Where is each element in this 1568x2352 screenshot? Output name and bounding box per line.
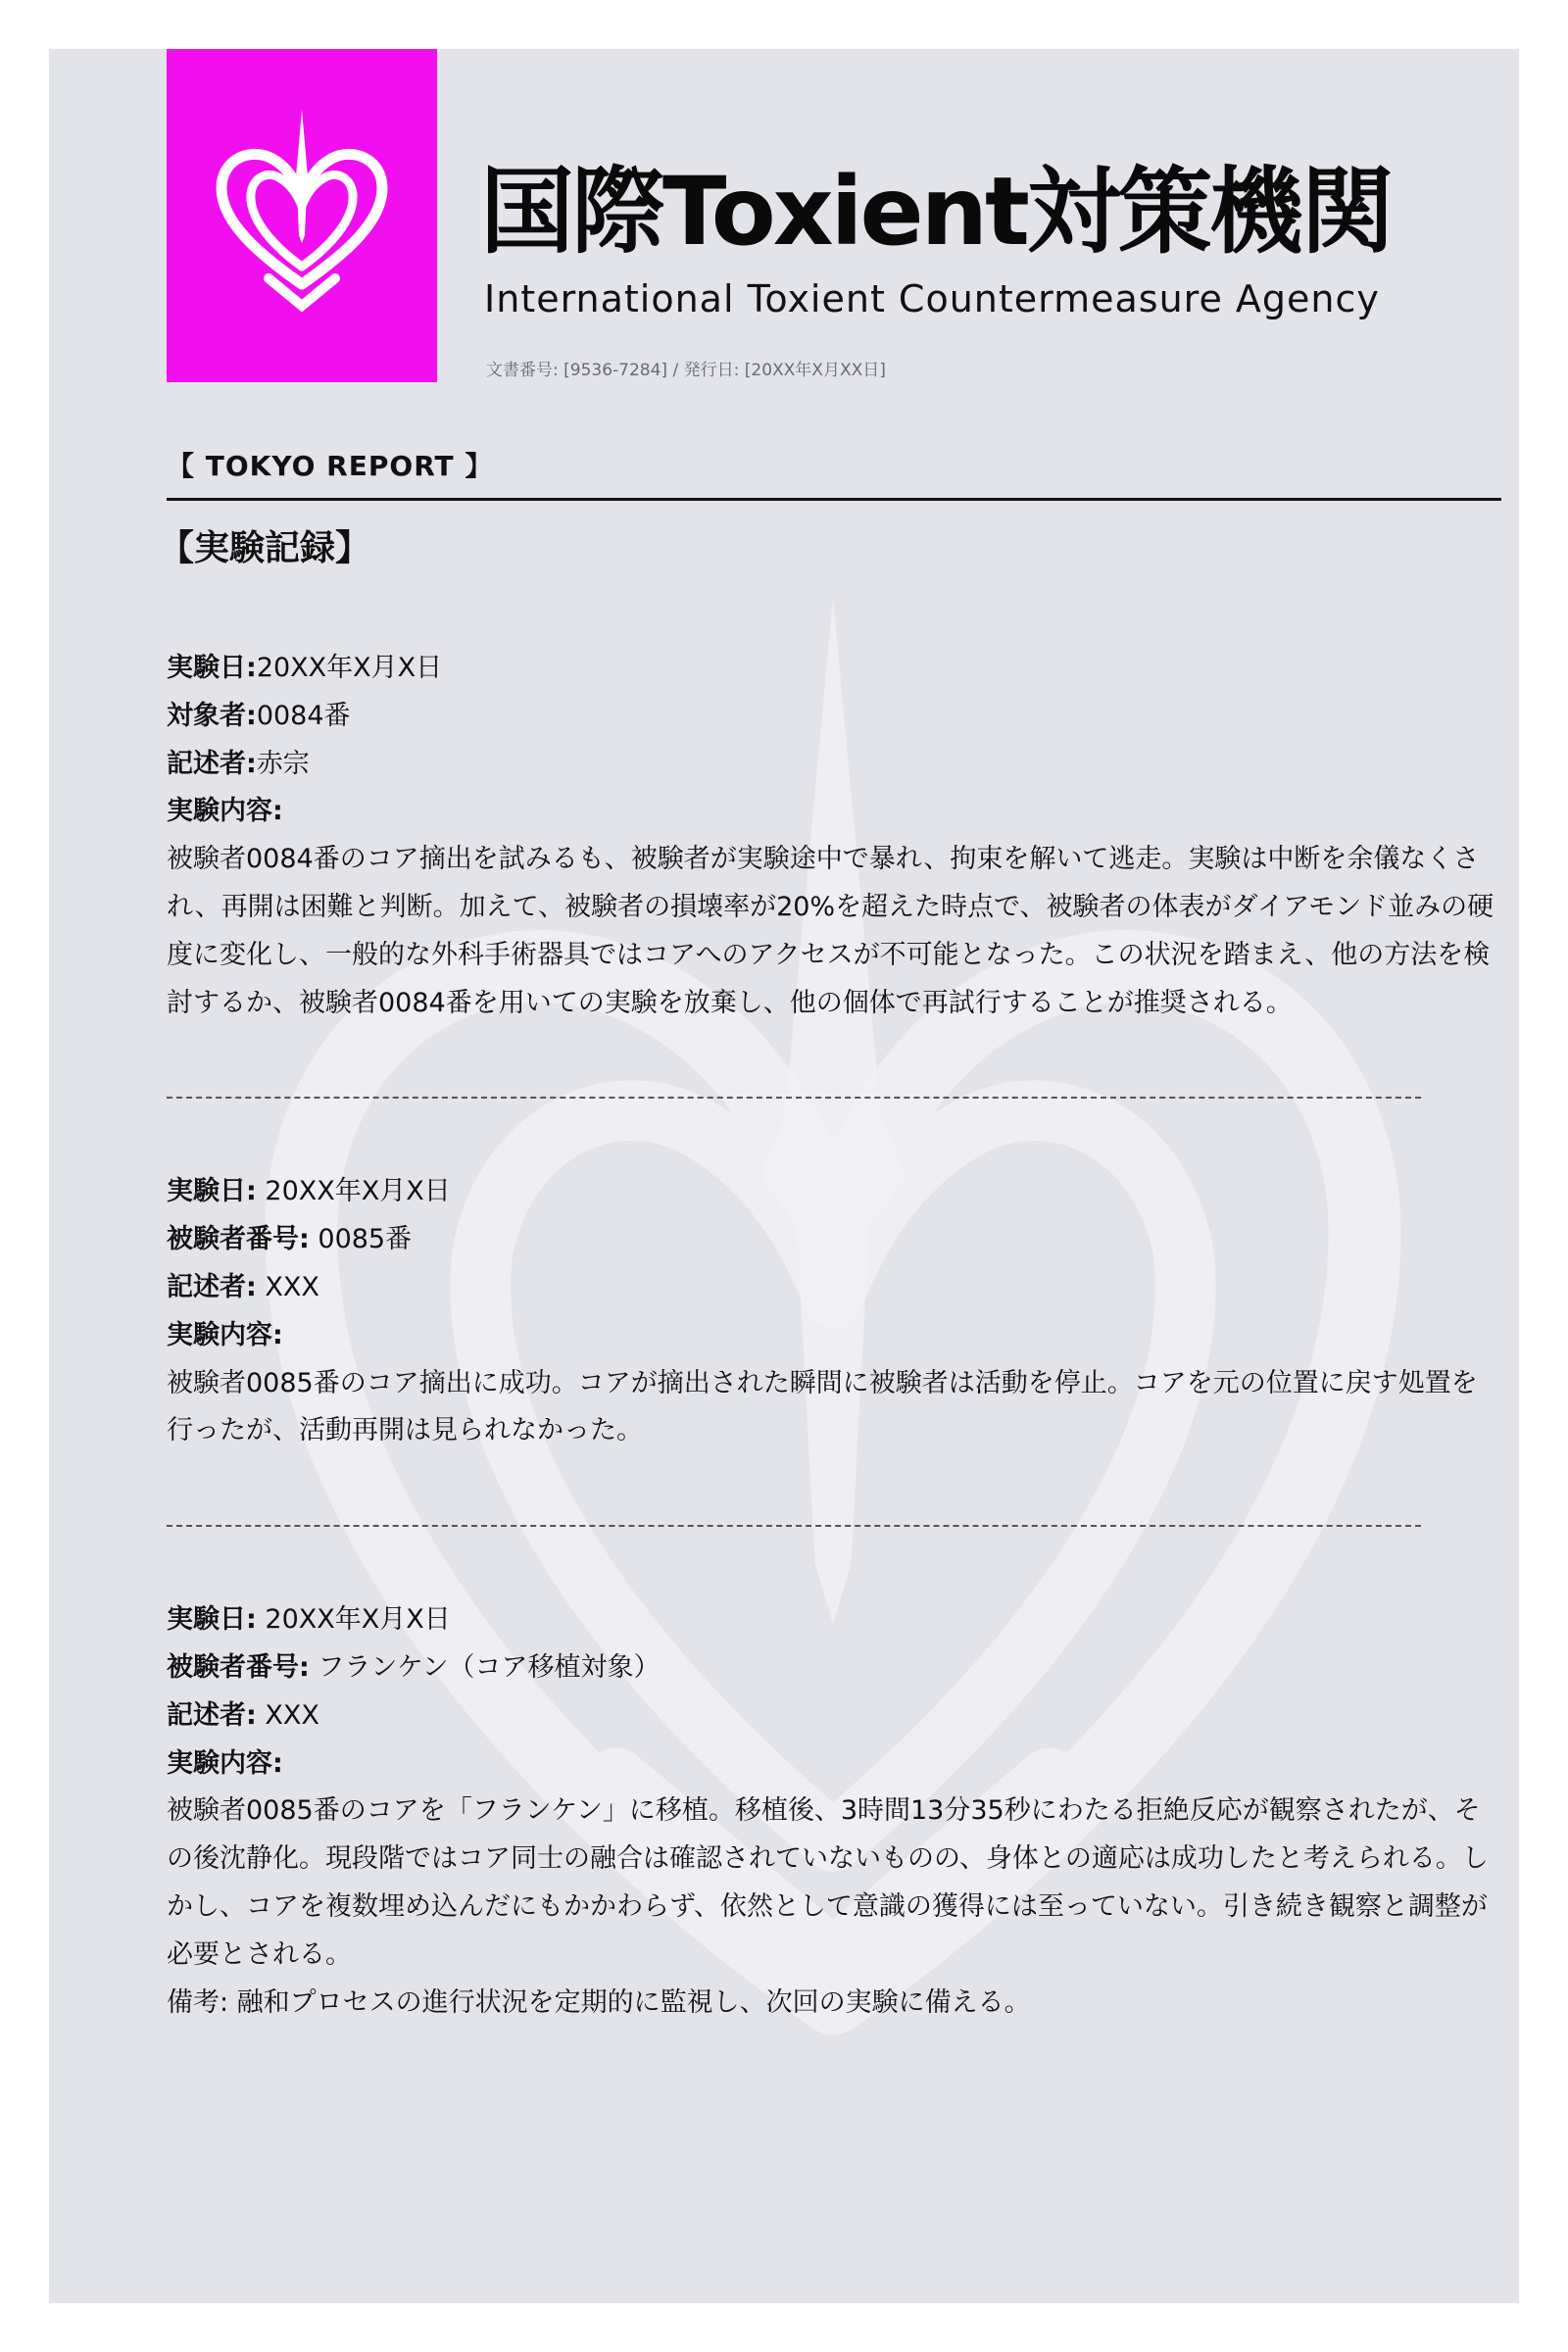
section-label: 【 TOKYO REPORT 】 — [167, 450, 494, 482]
record-content-text: 被験者0085番のコア摘出に成功。コアが摘出された瞬間に被験者は活動を停止。コアを元の位置に戻す処置を行ったが、活動再開は見られなかった。 — [167, 1367, 1478, 1446]
record-field: 対象者:0084番 — [167, 700, 351, 731]
record-content-label: 実験内容: — [167, 796, 283, 827]
record-note: 備考: 融和プロセスの進行状況を定期的に監視し、次回の実験に備える。 — [167, 1986, 1031, 2018]
experiment-record-3 — [167, 1596, 1509, 2027]
experiment-record-1 — [167, 645, 1509, 1027]
record-field: 記述者:赤宗 — [167, 748, 310, 779]
record-content-label: 実験内容: — [167, 1319, 283, 1350]
record-field: 被験者番号: フランケン（コア移植対象） — [167, 1651, 661, 1683]
heart-crest-icon — [204, 108, 400, 323]
document-number: 文書番号: [9536-7284] — [486, 361, 668, 380]
record-field: 記述者: XXX — [167, 1699, 319, 1731]
record-field: 実験日: 20XX年X月X日 — [167, 1604, 451, 1636]
agency-logo — [167, 49, 437, 382]
record-field: 被験者番号: 0085番 — [167, 1224, 413, 1255]
experiment-record-2 — [167, 1168, 1509, 1455]
dashed-divider — [167, 1502, 1421, 1549]
report-sheet — [49, 49, 1519, 2303]
agency-subtitle: International Toxient Countermeasure Agency — [484, 277, 1380, 320]
record-field: 記述者: XXX — [167, 1271, 319, 1302]
issue-date: / 発行日: [20XX年X月XX日] — [667, 361, 886, 380]
agency-title: 国際Toxient対策機関 — [480, 157, 1392, 267]
record-content-text: 被験者0085番のコアを「フランケン」に移植。移植後、3時間13分35秒にわたる拒絶反応が観察されたが、その後沈静化。現段階ではコア同士の融合は確認されていないものの、身体との適応は成功したと考えられる。しかし、コアを複数埋め込んだにもかかわらず、依然として意識の獲得には至っていない。引き続き観察と調整が必要とされる。 — [167, 1795, 1489, 1970]
record-field: 実験日: 20XX年X月X日 — [167, 1176, 451, 1207]
document-heading: 【実験記録】 — [159, 528, 371, 568]
record-content-text: 被験者0084番のコア摘出を試みるも、被験者が実験途中で暴れ、拘束を解いて逃走。実験は中断を余儀なくされ、再開は困難と判断。加えて、被験者の損壊率が20%を超えた時点で、被験者の体表がダイアモンド並みの硬度に変化し、一般的な外科手術器具ではコアへのアクセスが不可能となった。この状況を踏まえ、他の方法を検討するか、被験者0084番を用いての実験を放棄し、他の個体で再試行することが推奨される。 — [167, 844, 1494, 1018]
record-content-label: 実験内容: — [167, 1747, 283, 1779]
document-meta — [486, 363, 886, 379]
header-rule — [167, 498, 1501, 501]
report-content — [167, 645, 1509, 2027]
record-field: 実験日:20XX年X月X日 — [167, 653, 443, 683]
dashed-divider — [167, 1074, 1421, 1121]
